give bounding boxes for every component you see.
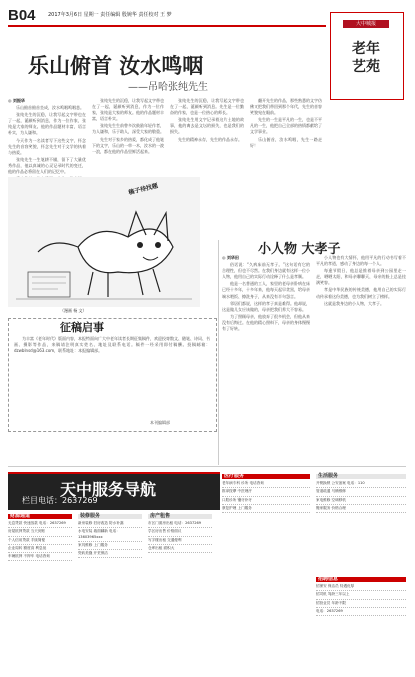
article1-headline: 乐山俯首 汝水鸣咽	[28, 53, 204, 78]
classified-listing: 房屋抵押贷款 当天到账	[8, 528, 72, 536]
classified-listing: 管道疏通 马桶维修	[316, 488, 406, 496]
classified-listing: 康复护理 上门服务	[222, 505, 310, 513]
cartoon-illustration	[8, 177, 200, 307]
classified-listing: 写字楼出租 交通便利	[148, 537, 212, 545]
cartoon-speech-text: 稿子待找题	[127, 182, 159, 197]
classified-listing: 老年病专科 诊所 电话咨询	[222, 480, 310, 488]
classified-listing: 开锁换锁 公安备案 电话：110	[316, 480, 406, 488]
classified-listing: 水电安装 墙面翻新 电话：13603965xxx	[78, 528, 142, 541]
brand-logo: 大中城报	[343, 20, 389, 28]
paragraph: 先生对于家乡的热爱，都化成了他笔下的文字，乐山的一草一木，汝水的一波一浪，都在他的作品里鲜活起来。	[92, 136, 164, 154]
paragraph: 乐山俯首俯首坐成，汝水鸣咽鸣咽悲。	[16, 105, 84, 111]
article2-column-2	[316, 255, 406, 465]
classified-listing: 无息贷款 快速放款 电话：2637269	[8, 520, 72, 528]
classified-listing: 新房装修 旧房改造 防水补漏	[78, 520, 142, 528]
paragraph: 小人物也有大情怀，他用平凡的行动书写着不平凡的孝道，感动了身边的每一个人。	[316, 255, 406, 267]
paragraph: 乐山俯首，汝水鸣咽，先生一路走好！	[250, 136, 322, 148]
paragraph: 俗话说：“久病床前无孝子。”这句话有它的合理性，但也不尽然。在我们身边就有这样一位小人物，他用自己的实际行动诠释了什么是孝顺。	[222, 262, 310, 280]
paragraph: 张纯先生用文字记录着这片土地的故事，他的离去是文坛的损失，也是我们的损失。	[170, 117, 244, 135]
paragraph: 张纯先生生前曾多次鼓励年轻作者，为人谦和，乐于助人，深受大家的敬重。	[92, 123, 164, 135]
column-divider	[218, 240, 219, 465]
paragraph: 这就是我身边的小人物，大孝子。	[324, 300, 384, 306]
article1-column-1	[8, 98, 86, 173]
page-number: B04	[8, 7, 36, 24]
classified-column	[8, 512, 72, 672]
paragraph: 邻居们都说，这样的孝子真是难得。他却说，这是做儿女应该做的，母亲把我们养大不容易。	[222, 300, 310, 312]
classified-listing: 市区门面房出租 电话：2637269	[148, 520, 212, 528]
classifieds-title: 天中服务导航	[60, 480, 157, 499]
classified-column	[316, 575, 406, 672]
section-title	[340, 40, 392, 76]
section-divider	[8, 466, 406, 467]
classified-listing: 招保安 保洁员 待遇优厚	[316, 583, 406, 591]
classified-listing: 搬家服务 价格合理	[316, 505, 406, 513]
paragraph: 为了照顾母亲，他放弃了很多机会，但他从来没有后悔过。在他的精心照料下，母亲的身体慢慢有了好转。	[222, 313, 310, 332]
cartoon-drawing	[8, 177, 200, 307]
classified-heading: 招聘信息	[316, 577, 406, 582]
classified-listing: 招营业员 年龄不限	[316, 600, 406, 608]
article1-subhead: ——吊哈张纯先生	[128, 82, 208, 93]
classified-heading: 房产租售	[148, 514, 212, 519]
classified-listing: 企业周转 额度高 利息低	[8, 545, 72, 553]
section-title-line2: 艺苑	[352, 59, 380, 75]
article1-column-2	[92, 98, 164, 173]
article2-column-1	[222, 255, 310, 465]
notice-footer: 本刊编辑部	[150, 420, 170, 425]
classified-listing: 家具维修 上门服务	[78, 542, 142, 550]
cartoon-caption: （漫画 杨 文）	[60, 308, 87, 313]
paragraph: 张纯先生的沉稳，让我写起文字带也在了一起，诞颜听到消息。先生是一位勤奋的作家，也是一位热心的师长。	[170, 98, 244, 116]
classified-column	[78, 512, 142, 672]
paragraph: 先生的精神永存，先生的作品永存。	[178, 136, 242, 142]
classified-column	[316, 472, 406, 572]
paragraph: ◎ 刘华田	[222, 255, 239, 260]
classified-listing: 推拿按摩 中医理疗	[222, 488, 310, 496]
paragraph: 今天作为一名读者写下这些文字，怀念先生的音容笑貌，怀念先生对于文学的执着与热爱。	[8, 137, 86, 155]
paragraph: 张纯先生的沉稳，让我写起文字带也在了一起，诞颜听到消息，作为一位作家，张纯是大家的师友。他的作品题材丰富，语言朴实。	[92, 98, 164, 122]
classifieds-phone: 栏目电话：2637269	[22, 496, 98, 505]
classified-heading: 财源通道	[8, 514, 72, 519]
paragraph: ◎ 刘振华	[8, 98, 25, 103]
classified-heading: 装修服务	[78, 514, 142, 519]
classified-listing: 学区房出售 价格面议	[148, 528, 212, 536]
classified-listing: 招司机 驾龄三年以上	[316, 591, 406, 599]
page-meta: 2017年3月6日 星期一 责任编辑 殷婉华 责任校对 王 梦	[48, 12, 172, 18]
paragraph: 张纯先生的沉稳，让我写起文字带也在了一起，诞颜听到消息，作为一位作家，张纯是大家的师友。他的作品题材丰富，语言朴实，为人谦和。	[8, 112, 86, 136]
paragraph: 翻开先生的作品，那些熟悉的文字仿佛又把我们带回到那个年代，先生的音容笑貌宛在眼前。	[250, 98, 322, 116]
notice-body: 为丰富《老年时代》版面内容，本报特面向广大中老年读者长期征集稿件，欢迎投寄散文、随笔、诗词、书画、摄影等作品，来稿请注明真实姓名、地址及联系电话。稿件一经采用即付稿酬。投稿邮箱：dzwblnsd@163.com，联系地址：本报编辑部。	[14, 336, 210, 354]
classified-listing: 个人信用贷款 手续简便	[8, 537, 72, 545]
paragraph: 先生的一生是平凡的一生，也是不平凡的一生，他把自己全部的热情都献给了文学事业。	[250, 117, 322, 135]
paragraph: 他是一名普通的工人，家里的老母亲卧病在床已经十多年，十多年来，他每天起早贪黑，给母亲端水喂饭、擦洗身子，从来没有半句怨言。	[222, 281, 310, 299]
paragraph: 孝是中华民族的传统美德，他用自己的实际行动传承着这份美德，也为我们树立了榜样。	[316, 287, 406, 299]
classified-column	[148, 512, 212, 672]
section-title-line1: 老年	[352, 41, 380, 57]
classified-listing: 口腔诊所 镶牙补牙	[222, 497, 310, 505]
classified-column	[222, 472, 310, 672]
classified-listing: 电话：2637269	[316, 608, 406, 616]
classified-listing: 家电维修 空调移机	[316, 497, 406, 505]
classified-listing: 瓷砖美缝 开荒保洁	[78, 550, 142, 558]
article1-column-4	[250, 98, 322, 228]
paragraph: 张纯先生一生笔耕不辍，留下了大量优秀作品，他以真诚的心灵记录时代的变迁，他的作品必将留在人们的记忆中。	[8, 156, 86, 175]
classified-listing: 仓库出租 面积大	[148, 545, 212, 553]
paragraph: 每逢节假日，他总是推着母亲到公园里走一走，晒晒太阳，和母亲聊聊天，母亲的脸上总是挂满笑容。	[316, 268, 406, 286]
header-divider	[8, 25, 326, 27]
classified-listing: 车辆抵押 不押车 电话咨询	[8, 553, 72, 561]
article2-title: 小人物 大孝子	[258, 242, 341, 257]
classified-heading: 医疗服务	[222, 474, 310, 479]
classified-heading: 生活服务	[316, 474, 406, 479]
notice-title: 征稿启事	[60, 321, 104, 334]
